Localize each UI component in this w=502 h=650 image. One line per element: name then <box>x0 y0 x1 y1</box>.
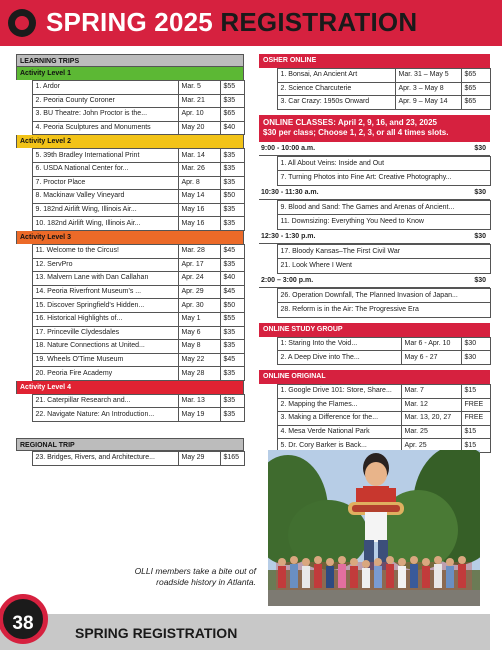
item-price: $65 <box>220 108 244 122</box>
item-date: Mar. 13 <box>178 394 220 408</box>
item-date: Mar. 5 <box>178 81 220 95</box>
item-date: Apr. 29 <box>178 285 220 299</box>
table-row[interactable] <box>259 82 490 96</box>
item-name: 5. 39th Bradley International Print <box>32 149 178 163</box>
time-slot-price: $30 <box>474 188 486 196</box>
online-section <box>259 54 490 453</box>
online-study-group-heading: ONLINE STUDY GROUP <box>259 323 490 337</box>
class-name: 21. Look Where I Went <box>277 259 490 274</box>
item-price: $35 <box>220 94 244 108</box>
table-row[interactable] <box>16 312 244 326</box>
trip-date: May 29 <box>178 452 220 466</box>
class-name: 26. Operation Downfall, The Planned Invasion of Japan... <box>277 288 490 303</box>
item-price: $40 <box>220 272 244 286</box>
item-date: Apr. 30 <box>178 299 220 313</box>
online-study-group-table <box>259 337 491 365</box>
time-slot-price: $30 <box>474 144 486 152</box>
trip-name: 23. Bridges, Rivers, and Architecture... <box>32 452 178 466</box>
class-name: 28. Reform is in the Air: The Progressive Era <box>277 303 490 318</box>
item-price: $35 <box>220 258 244 272</box>
online-original-heading: ONLINE ORIGINAL <box>259 370 490 384</box>
activity-level-table <box>16 148 245 231</box>
item-name: 4. Mesa Verde National Park <box>277 425 401 439</box>
page-number: 38 <box>12 613 34 634</box>
item-name: 16. Historical Highlights of... <box>32 312 178 326</box>
item-price: $65 <box>461 69 490 83</box>
activity-level-heading: Activity Level 2 <box>16 135 244 148</box>
table-row[interactable] <box>259 351 490 365</box>
item-date: Mar. 13, 20, 27 <box>401 412 461 426</box>
table-row[interactable] <box>259 412 490 426</box>
item-name: 19. Wheels O'Time Museum <box>32 353 178 367</box>
time-slot-row[interactable] <box>259 142 490 156</box>
time-slot-classes <box>259 244 491 274</box>
regional-trip-table <box>16 451 245 466</box>
time-slot-classes <box>259 156 491 186</box>
table-row[interactable] <box>16 81 244 95</box>
table-row[interactable] <box>16 285 244 299</box>
item-name: 2. Peoria County Coroner <box>32 94 178 108</box>
footer-bar <box>0 614 490 650</box>
page-title: SPRING 2025 REGISTRATION <box>46 7 418 37</box>
osher-online-table <box>259 68 491 110</box>
table-row[interactable] <box>16 190 244 204</box>
item-date: May 6 <box>178 326 220 340</box>
activity-level-table <box>16 80 245 135</box>
item-date: Mar 6 - Apr. 10 <box>401 337 461 351</box>
photo-caption: OLLI members take a bite out of roadside history in Atlanta. <box>134 566 256 587</box>
item-date: May 16 <box>178 217 220 231</box>
item-name: 2. Science Charcuterie <box>277 82 395 96</box>
item-name: 1: Staring Into the Void... <box>277 337 401 351</box>
activity-level-heading: Activity Level 4 <box>16 381 244 394</box>
item-date: May 6 - 27 <box>401 351 461 365</box>
table-row[interactable] <box>16 367 244 381</box>
item-date: Apr. 10 <box>178 108 220 122</box>
header-band <box>0 0 502 46</box>
item-price: $65 <box>461 82 490 96</box>
item-price: $35 <box>220 203 244 217</box>
activity-level-table <box>16 244 245 381</box>
item-date: Apr. 8 <box>178 176 220 190</box>
class-row[interactable] <box>259 156 490 171</box>
table-row[interactable] <box>259 69 490 83</box>
item-date: Apr. 17 <box>178 258 220 272</box>
table-row[interactable] <box>259 384 490 398</box>
item-date: May 19 <box>178 408 220 422</box>
item-date: May 8 <box>178 340 220 354</box>
item-name: 5. Dr. Cory Barker is Back... <box>277 439 401 453</box>
item-date: May 22 <box>178 353 220 367</box>
item-price: $55 <box>220 81 244 95</box>
table-row[interactable] <box>16 258 244 272</box>
item-date: Mar. 26 <box>178 162 220 176</box>
table-row[interactable] <box>259 398 490 412</box>
time-slot-price: $30 <box>474 232 486 240</box>
item-price: $35 <box>220 326 244 340</box>
item-name: 20. Peoria Fire Academy <box>32 367 178 381</box>
item-price: FREE <box>461 412 490 426</box>
table-row[interactable] <box>16 217 244 231</box>
time-slot-label: 10:30 - 11:30 a.m. <box>261 188 319 196</box>
item-price: $15 <box>461 384 490 398</box>
item-name: 21. Caterpillar Research and... <box>32 394 178 408</box>
item-name: 13. Malvern Lane with Dan Callahan <box>32 272 178 286</box>
item-name: 6. USDA National Center for... <box>32 162 178 176</box>
item-name: 11. Welcome to the Circus! <box>32 244 178 258</box>
item-name: 15. Discover Springfield's Hidden... <box>32 299 178 313</box>
item-date: May 1 <box>178 312 220 326</box>
item-name: 7. Proctor Place <box>32 176 178 190</box>
item-date: Apr. 24 <box>178 272 220 286</box>
table-row[interactable] <box>16 108 244 122</box>
item-name: 22. Navigate Nature: An Introduction... <box>32 408 178 422</box>
item-date: Mar. 12 <box>401 398 461 412</box>
time-slot-classes <box>259 200 491 230</box>
table-row[interactable] <box>259 337 490 351</box>
class-name: 11. Downsizing: Everything You Need to Know <box>277 215 490 230</box>
item-name: 14. Peoria Riverfront Museum's ... <box>32 285 178 299</box>
item-date: May 16 <box>178 203 220 217</box>
item-name: 4. Peoria Sculptures and Monuments <box>32 121 178 135</box>
trip-price: $165 <box>220 452 244 466</box>
table-row[interactable] <box>16 299 244 313</box>
logo-circle-icon <box>8 9 36 37</box>
group-photo <box>268 450 480 606</box>
item-name: 12. ServPro <box>32 258 178 272</box>
item-price: $30 <box>461 351 490 365</box>
item-date: May 14 <box>178 190 220 204</box>
item-name: 3. Car Crazy: 1950s Onward <box>277 96 395 110</box>
activity-level-table <box>16 394 245 422</box>
item-price: $35 <box>220 162 244 176</box>
time-slot-price: $30 <box>474 276 486 284</box>
class-row[interactable] <box>259 215 490 230</box>
item-date: Mar. 31 – May 5 <box>395 69 461 83</box>
table-row[interactable] <box>16 149 244 163</box>
item-name: 2. A Deep Dive into The... <box>277 351 401 365</box>
table-row[interactable] <box>16 176 244 190</box>
item-price: $35 <box>220 340 244 354</box>
item-name: 10. 182nd Airlift Wing, Illinois Air... <box>32 217 178 231</box>
item-name: 2. Mapping the Flames... <box>277 398 401 412</box>
item-price: $35 <box>220 394 244 408</box>
item-price: $35 <box>220 408 244 422</box>
table-row[interactable] <box>16 244 244 258</box>
item-date: Mar. 25 <box>401 425 461 439</box>
item-price: $35 <box>220 176 244 190</box>
item-price: $45 <box>220 244 244 258</box>
item-price: $35 <box>220 217 244 231</box>
item-price: $65 <box>461 96 490 110</box>
time-slot-label: 9:00 - 10:00 a.m. <box>261 144 316 152</box>
table-row[interactable] <box>16 394 244 408</box>
table-row[interactable] <box>259 425 490 439</box>
table-row[interactable] <box>16 452 244 466</box>
class-row[interactable] <box>259 303 490 318</box>
learning-trips-section <box>16 54 244 422</box>
class-row[interactable] <box>259 171 490 186</box>
table-row[interactable] <box>16 326 244 340</box>
time-slot-row[interactable] <box>259 230 490 244</box>
class-name: 7. Turning Photos into Fine Art: Creative Photography... <box>277 171 490 186</box>
online-original-table <box>259 384 491 453</box>
time-slot-label: 12:30 - 1:30 p.m. <box>261 232 316 240</box>
item-price: FREE <box>461 398 490 412</box>
table-row[interactable] <box>16 162 244 176</box>
item-price: $55 <box>220 312 244 326</box>
item-price: $40 <box>220 121 244 135</box>
class-row[interactable] <box>259 244 490 259</box>
table-row[interactable] <box>16 272 244 286</box>
item-name: 17. Princeville Clydesdales <box>32 326 178 340</box>
class-row[interactable] <box>259 288 490 303</box>
footer-label: SPRING REGISTRATION <box>75 625 238 641</box>
item-price: $35 <box>220 367 244 381</box>
item-name: 8. Mackinaw Valley Vineyard <box>32 190 178 204</box>
table-row[interactable] <box>16 340 244 354</box>
item-date: Apr. 25 <box>401 439 461 453</box>
item-name: 9. 182nd Airlift Wing, Illinois Air... <box>32 203 178 217</box>
activity-level-heading: Activity Level 1 <box>16 67 244 80</box>
table-row[interactable] <box>259 96 490 110</box>
item-price: $45 <box>220 285 244 299</box>
time-slot-classes <box>259 288 491 318</box>
class-row[interactable] <box>259 259 490 274</box>
class-row[interactable] <box>259 200 490 215</box>
learning-trips-heading: LEARNING TRIPS <box>16 54 244 67</box>
item-date: May 28 <box>178 367 220 381</box>
item-date: Apr. 3 – May 8 <box>395 82 461 96</box>
item-date: May 20 <box>178 121 220 135</box>
activity-level-heading: Activity Level 3 <box>16 231 244 244</box>
item-price: $50 <box>220 190 244 204</box>
table-row[interactable] <box>16 203 244 217</box>
item-name: 3. Making a Difference for the... <box>277 412 401 426</box>
item-price: $15 <box>461 439 490 453</box>
item-name: 3. BU Theatre: John Proctor is the... <box>32 108 178 122</box>
item-price: $50 <box>220 299 244 313</box>
table-row[interactable] <box>16 121 244 135</box>
table-row[interactable] <box>16 353 244 367</box>
item-price: $35 <box>220 149 244 163</box>
item-date: Mar. 21 <box>178 94 220 108</box>
time-slot-row[interactable] <box>259 274 490 288</box>
item-date: Mar. 14 <box>178 149 220 163</box>
item-name: 1. Ardor <box>32 81 178 95</box>
item-date: Mar. 28 <box>178 244 220 258</box>
class-name: 1. All About Veins: Inside and Out <box>277 156 490 171</box>
item-name: 1. Bonsai, An Ancient Art <box>277 69 395 83</box>
item-price: $45 <box>220 353 244 367</box>
time-slot-label: 2:00 – 3:00 p.m. <box>261 276 314 284</box>
table-row[interactable] <box>16 94 244 108</box>
time-slot-row[interactable] <box>259 186 490 200</box>
item-price: $15 <box>461 425 490 439</box>
item-date: Apr. 9 – May 14 <box>395 96 461 110</box>
item-price: $30 <box>461 337 490 351</box>
table-row[interactable] <box>16 408 244 422</box>
class-name: 9. Blood and Sand: The Games and Arenas of Ancient... <box>277 200 490 215</box>
class-name: 17. Bloody Kansas–The First Civil War <box>277 244 490 259</box>
osher-online-heading: OSHER ONLINE <box>259 54 490 68</box>
regional-trip-heading: REGIONAL TRIP <box>16 438 244 451</box>
item-date: Mar. 7 <box>401 384 461 398</box>
item-name: 18. Nature Connections at United... <box>32 340 178 354</box>
regional-trip-section <box>16 438 244 466</box>
item-name: 1. Google Drive 101: Store, Share... <box>277 384 401 398</box>
online-classes-heading: ONLINE CLASSES: April 2, 9, 16, and 23, 2025 $30 per class; Choose 1, 2, 3, or all 4 times slots. <box>259 115 490 142</box>
